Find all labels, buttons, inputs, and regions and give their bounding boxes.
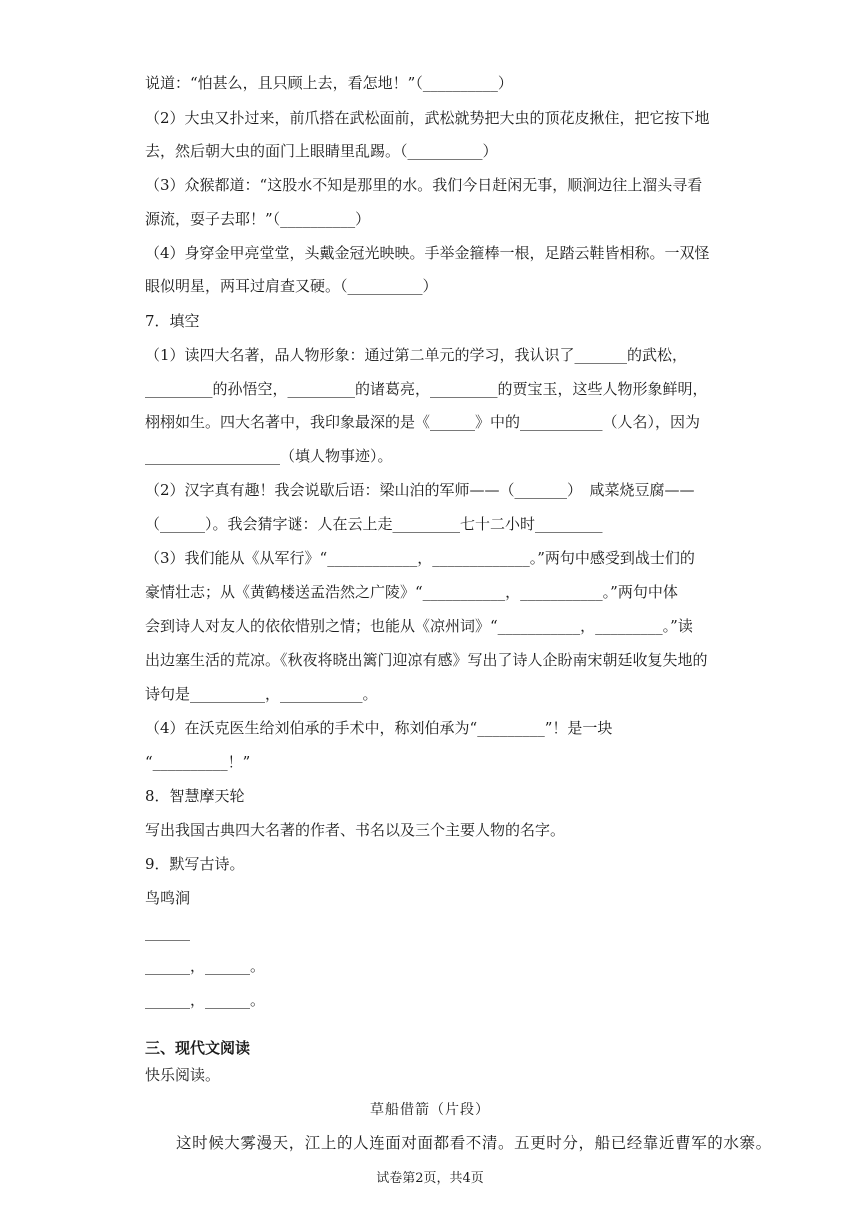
question-7-4: （4）在沃克医生给刘伯承的手术中，称刘伯承为“_________”！是一块 [145,719,613,737]
question-6-2: （2）大虫又扑过来，前爪搭在武松面前，武松就势把大虫的顶花皮揪住，把它按下地 [145,109,710,127]
text-line: 诗句是__________，___________。 [145,685,378,703]
text-line: 栩栩如生。四大名著中，我印象最深的是《______》中的___________（人名），因为 [145,413,701,431]
section-instruction: 快乐阅读。 [145,1066,221,1084]
text-line: 源流，耍子去耶！”（__________） [145,210,371,228]
text-line: 出边塞生活的荒凉。《秋夜将晓出篱门迎凉有感》写出了诗人企盼南宋朝廷收复失地的 [145,651,708,669]
question-8-prompt: 写出我国古典四大名著的作者、书名以及三个主要人物的名字。 [145,821,566,839]
text-line: __________________（填人物事迹）。 [145,447,393,465]
text-line: 去，然后朝大虫的面门上眼睛里乱踢。（__________） [145,142,498,160]
question-7-1: （1）读四大名著，品人物形象：通过第二单元的学习，我认识了_______的武松， [145,346,688,364]
text-line: （______）。我会猜字谜：人在云上走_________七十二小时_________ [145,515,603,533]
question-7-2: （2）汉字真有趣！我会说歇后语：梁山泊的军师——（_______） 咸菜烧豆腐—— [145,481,695,499]
poem-blank-author: ______ [145,923,190,941]
page-footer: 试卷第2页，共4页 [376,1171,484,1186]
question-7-3: （3）我们能从《从军行》“____________，_____________。”两句中感受到战士们的 [145,549,695,567]
section-heading: 三、现代文阅读 [145,1039,251,1057]
poem-blank-line: ______，______。 [145,991,266,1009]
text-line: _________的孙悟空，_________的诸葛亮，_________的贾宝玉，这些人物形象鲜明， [145,380,708,398]
question-6-4: （4）身穿金甲亮堂堂，头戴金冠光映映。手举金箍棒一根，足踏云鞋皆相称。一双怪 [145,244,710,262]
text-line: 说道：“怕甚么，且只顾上去，看怎地！”（__________） [145,74,513,92]
poem-title: 鸟鸣涧 [145,889,191,907]
question-9-heading: 9．默写古诗。 [145,855,245,873]
text-line: 眼似明星，两耳过肩查又硬。（__________） [145,277,438,295]
poem-blank-line: ______，______。 [145,957,266,975]
passage-title: 草船借箭（片段） [370,1102,490,1118]
text-line: 会到诗人对友人的依依惜别之情；也能从《凉州词》“___________，_________。”读 [145,617,693,635]
question-6-3: （3）众猴都道：“这股水不知是那里的水。我们今日赶闲无事，顺涧边往上溜头寻看 [145,176,703,194]
question-7-heading: 7．填空 [145,312,200,330]
question-8-heading: 8．智慧摩天轮 [145,787,245,805]
passage-text: 这时候大雾漫天，江上的人连面对面都看不清。五更时分，船已经靠近曹军的水寨。 [176,1134,772,1152]
text-line: “__________！” [145,753,251,771]
text-line: 豪情壮志；从《黄鹤楼送孟浩然之广陵》“___________，___________。”两句中体 [145,583,678,601]
